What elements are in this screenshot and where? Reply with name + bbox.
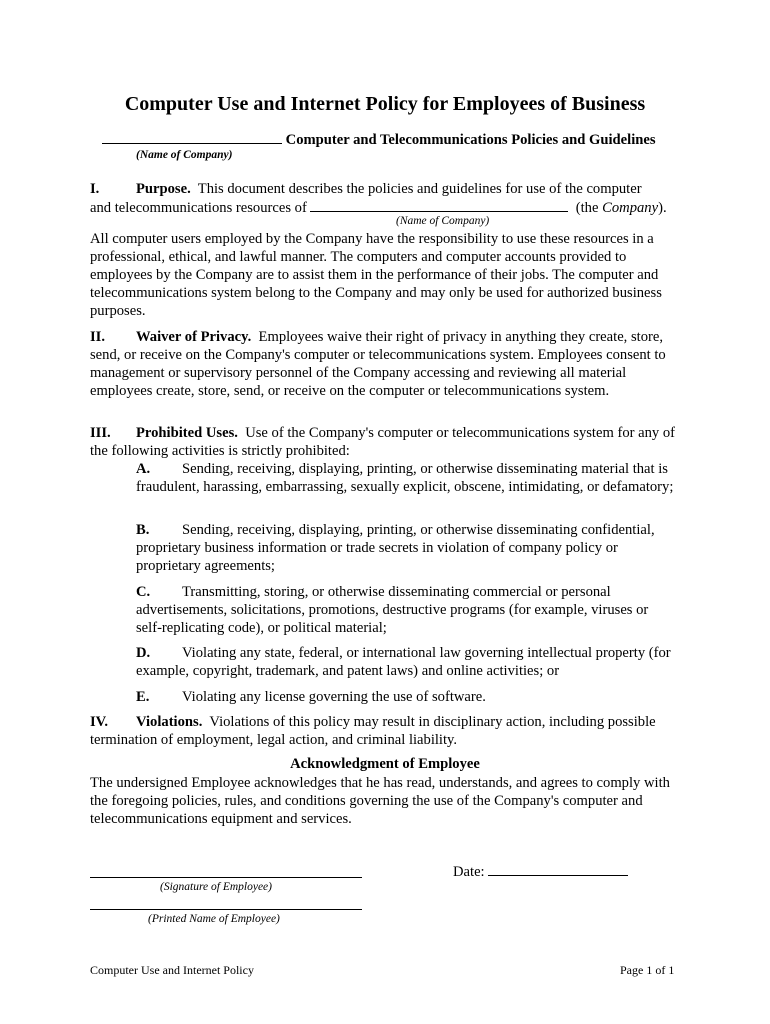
prohibited-text: Use of the Company's computer or telecommunications system for any of the following activities is strictly prohibited: bbox=[90, 425, 676, 459]
purpose-text-1: This document describes the policies and guidelines for use of the computer bbox=[197, 181, 642, 197]
date-blank[interactable] bbox=[488, 862, 628, 876]
section-prohibited bbox=[90, 424, 680, 460]
signature-line[interactable] bbox=[90, 877, 362, 878]
company-name-blank-2[interactable] bbox=[310, 198, 568, 212]
item-letter: E. bbox=[136, 689, 150, 705]
printed-name-label: (Printed Name of Employee) bbox=[148, 913, 280, 925]
signature-label: (Signature of Employee) bbox=[160, 881, 272, 893]
section-waiver bbox=[90, 328, 680, 400]
violations-text: Violations of this policy may result in disciplinary action, including possible termination of employment, legal action, and criminal liability. bbox=[90, 714, 656, 748]
date-label: Date: bbox=[453, 864, 485, 880]
item-letter: C. bbox=[136, 584, 151, 600]
printed-name-line[interactable] bbox=[90, 909, 362, 910]
section-violations bbox=[90, 713, 680, 749]
company-name-label: (Name of Company) bbox=[136, 149, 233, 161]
subtitle-line bbox=[102, 130, 656, 149]
item-text: Sending, receiving, displaying, printing, or otherwise disseminating confidential, proprietary business information or trade secrets in violation of company policy or proprietary agreements; bbox=[136, 522, 655, 574]
acknowledgment-title: Acknowledgment of Employee bbox=[290, 756, 480, 772]
waiver-text: Employees waive their right of privacy in anything they create, store, send, or receive on the Company's computer or telecommunications system. Employees consent to management or supervisory personnel of the Company accessing and reviewing all material employees create, store, send, or receive on the computer or telecommunications system. bbox=[90, 329, 666, 399]
section-number: II. bbox=[90, 329, 106, 345]
company-name-label-2: (Name of Company) bbox=[396, 215, 490, 227]
subtitle: Computer and Telecommunications Policies and Guidelines bbox=[285, 132, 656, 148]
purpose-text-2a: and telecommunications resources of bbox=[90, 200, 307, 216]
section-number: I. bbox=[90, 181, 100, 197]
purpose-body: All computer users employed by the Company have the responsibility to use these resources in a professional, ethical, and lawful manner. The computers and computer accounts provided to employees by the Company are to assist them in the performance of their jobs. The computer and telecommunications system belong to the Company and may only be used for authorized business purposes. bbox=[90, 231, 662, 319]
list-item bbox=[136, 688, 676, 706]
section-heading: Violations. bbox=[136, 714, 203, 730]
item-text: Transmitting, storing, or otherwise disseminating commercial or personal advertisements, solicitations, promotions, destructive programs (for example, viruses or self-replicating code), or political material; bbox=[136, 584, 649, 636]
acknowledgment-text: The undersigned Employee acknowledges that he has read, understands, and agrees to comply with the foregoing policies, rules, and conditions governing the use of the Company's computer and telecommunications equipment and services. bbox=[90, 775, 670, 827]
item-letter: A. bbox=[136, 461, 151, 477]
page-number: Page 1 of 1 bbox=[620, 963, 675, 977]
section-number: III. bbox=[90, 425, 111, 441]
section-heading: Purpose. bbox=[136, 181, 191, 197]
item-text: Sending, receiving, displaying, printing, or otherwise disseminating material that is fraudulent, harassing, embarrassing, sexually explicit, obscene, intimidating, or defamatory; bbox=[136, 461, 674, 495]
purpose-text-2d: ). bbox=[658, 200, 667, 216]
item-text: Violating any state, federal, or international law governing intellectual property (for example, copyright, trademark, and patent laws) and online activities; or bbox=[136, 645, 671, 679]
document-title: Computer Use and Internet Policy for Employees of Business bbox=[124, 93, 646, 115]
list-item bbox=[136, 460, 676, 496]
date-field bbox=[453, 862, 628, 881]
purpose-company-term: Company bbox=[602, 200, 659, 216]
section-heading: Waiver of Privacy. bbox=[136, 329, 252, 345]
item-letter: D. bbox=[136, 645, 151, 661]
company-name-blank[interactable] bbox=[102, 130, 282, 144]
section-heading: Prohibited Uses. bbox=[136, 425, 238, 441]
footer-title: Computer Use and Internet Policy bbox=[90, 963, 254, 977]
purpose-text-2b: (the bbox=[575, 200, 599, 216]
section-purpose bbox=[90, 180, 680, 217]
item-letter: B. bbox=[136, 522, 150, 538]
item-text: Violating any license governing the use of software. bbox=[182, 689, 486, 705]
section-number: IV. bbox=[90, 714, 108, 730]
list-item bbox=[136, 583, 676, 637]
list-item bbox=[136, 644, 676, 680]
list-item bbox=[136, 521, 676, 575]
